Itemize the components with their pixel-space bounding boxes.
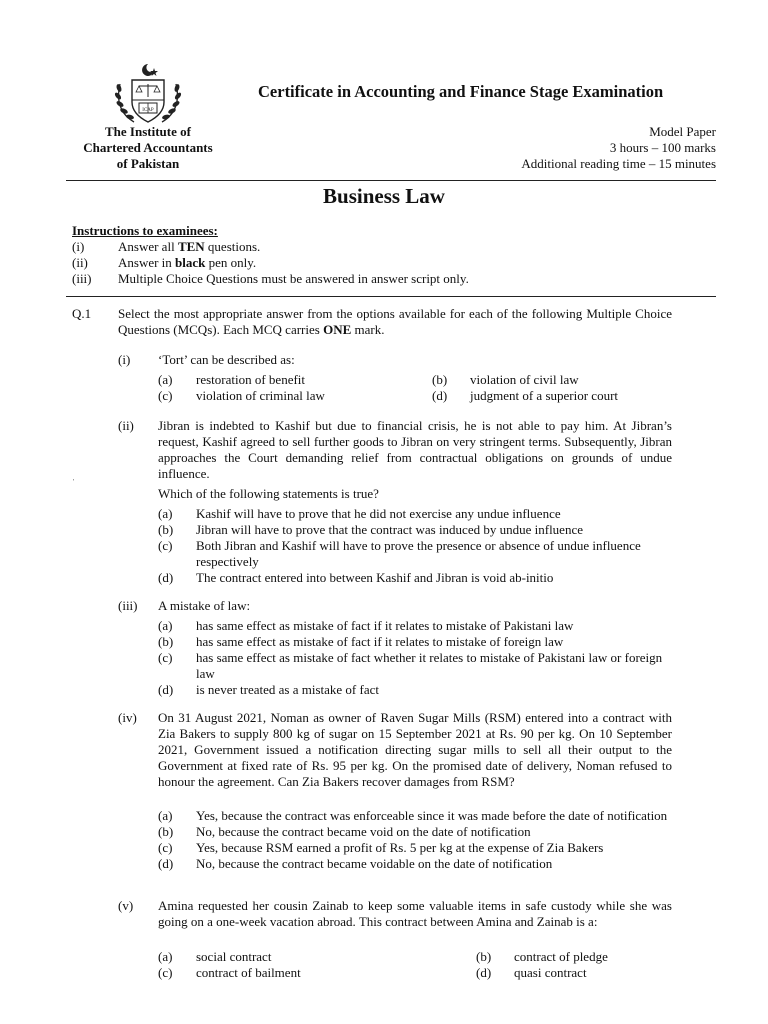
paper-type: Model Paper: [649, 124, 716, 139]
question-text: Select the most appropriate answer from the options available for each of the following Multiple Choice Questions (MCQs). Each MCQ carries ONE mark.: [118, 306, 672, 337]
option-text: quasi contract: [514, 965, 587, 980]
option: [158, 618, 672, 634]
instruction-item: [72, 255, 672, 271]
instruction-text: Multiple Choice Questions must be answered in answer script only.: [118, 271, 469, 286]
option: [158, 522, 672, 538]
paper-title: Business Law: [323, 184, 445, 208]
option-text: is never treated as a mistake of fact: [196, 682, 379, 697]
option-text: Yes, because RSM earned a profit of Rs. 5 per kg at the expense of Zia Bakers: [196, 840, 604, 855]
option-label: (d): [158, 682, 174, 697]
instruction-item: [72, 271, 672, 287]
option: [158, 856, 672, 872]
mcq-number: (ii): [118, 418, 134, 433]
reading-time: Additional reading time – 15 minutes: [521, 156, 716, 171]
option-label: (b): [158, 824, 174, 839]
mcq-number: (iv): [118, 710, 137, 725]
instruction-number: (ii): [72, 255, 88, 270]
options-list: [158, 506, 672, 586]
option-text: contract of pledge: [514, 949, 608, 964]
option-label: (a): [158, 949, 173, 964]
option-text: Kashif will have to prove that he did not exercise any undue influence: [196, 506, 561, 521]
option: [158, 840, 672, 856]
option-label: (c): [158, 965, 173, 980]
option-label: (d): [432, 388, 448, 403]
mcq-text: On 31 August 2021, Noman as owner of Raven Sugar Mills (RSM) entered into a contract with Zia Bakers to supply 800 kg of sugar on 15 September 2021 at Rs. 90 per kg. On 10 September 2021, Government issued a notification directing sugar mills to sell all their output to the Government at fixed rate of Rs. 95 per kg. On the promised date of delivery, Noman refused to honour the agreement. Can Zia Bakers recover damages from RSM?: [158, 710, 672, 789]
mcq-text: A mistake of law:: [158, 598, 251, 613]
option-label: (d): [158, 856, 174, 871]
paper-duration: 3 hours – 100 marks: [609, 140, 716, 155]
option-label: (d): [476, 965, 492, 980]
mcq-text: Jibran is indebted to Kashif but due to financial crisis, he is not able to pay him. At Jibran’s request, Kashif agreed to sell further goods to Jibran on very stringent terms. Subsequently, Jibran approaches the Court demanding relief from contractual obligations on grounds of undue influence.: [158, 418, 672, 481]
options-list: [158, 618, 672, 698]
option: [158, 808, 672, 824]
option-label: (c): [158, 840, 173, 855]
option-text: has same effect as mistake of fact whether it relates to mistake of Pakistani law or foreign law: [196, 650, 663, 681]
option-text: contract of bailment: [196, 965, 301, 980]
mcq-number: (v): [118, 898, 134, 913]
option-label: (a): [158, 618, 173, 633]
instruction-item: [72, 239, 672, 255]
option-label: (b): [158, 634, 174, 649]
paper-meta: [521, 124, 716, 172]
mcq-number: (iii): [118, 598, 138, 613]
instruction-number: (iii): [72, 271, 92, 286]
mcq-text: Amina requested her cousin Zainab to keep some valuable items in safe custody while she was going on a one-week vacation abroad. This contract between Amina and Zainab is a:: [158, 898, 672, 929]
option-label: (a): [158, 372, 173, 387]
option: [158, 570, 672, 586]
option-label: (b): [432, 372, 448, 387]
option-label: (d): [158, 570, 174, 585]
divider: [66, 296, 716, 297]
option: [158, 682, 672, 698]
option-text: No, because the contract became void on the date of notification: [196, 824, 531, 839]
instructions: [72, 223, 672, 287]
stray-mark: ': [73, 478, 75, 486]
divider: [66, 180, 716, 181]
option-label: (b): [476, 949, 492, 964]
option: [158, 538, 672, 570]
option-label: (c): [158, 650, 173, 665]
option-text: judgment of a superior court: [470, 388, 619, 403]
option-text: No, because the contract became voidable on the date of notification: [196, 856, 553, 871]
mcq-question: Which of the following statements is true?: [158, 486, 379, 501]
option-label: (b): [158, 522, 174, 537]
option: [158, 506, 672, 522]
option-text: has same effect as mistake of fact if it relates to mistake of Pakistani law: [196, 618, 574, 633]
option-text: The contract entered into between Kashif and Jibran is void ab-initio: [196, 570, 554, 585]
instruction-number: (i): [72, 239, 85, 254]
mcq-number: (i): [118, 352, 131, 367]
option: [158, 650, 672, 682]
option-label: (c): [158, 388, 173, 403]
option-text: violation of civil law: [470, 372, 579, 387]
instruction-text: Answer in black pen only.: [118, 255, 257, 270]
institute-line: Chartered Accountants: [83, 140, 213, 155]
option: [158, 634, 672, 650]
institute-line: The Institute of: [105, 124, 191, 139]
option-text: restoration of benefit: [196, 372, 306, 387]
question-number: Q.1: [72, 306, 92, 321]
institute-name: [66, 124, 230, 172]
option-label: (a): [158, 506, 173, 521]
option-label: (a): [158, 808, 173, 823]
option-text: social contract: [196, 949, 272, 964]
option-text: has same effect as mistake of fact if it relates to mistake of foreign law: [196, 634, 564, 649]
instruction-text: Answer all TEN questions.: [118, 239, 261, 254]
option: [158, 824, 672, 840]
option-label: (c): [158, 538, 173, 553]
option-text: Yes, because the contract was enforceable since it was made before the date of notification: [196, 808, 668, 823]
certificate-title: Certificate in Accounting and Finance Stage Examination: [258, 82, 664, 101]
institute-line: of Pakistan: [116, 156, 180, 171]
logo-letters: ICAP: [142, 108, 154, 113]
mcq-text: ‘Tort’ can be described as:: [158, 352, 295, 367]
option-text: Both Jibran and Kashif will have to prove the presence or absence of undue influence respectively: [196, 538, 641, 569]
options-list: [158, 808, 672, 872]
option-text: Jibran will have to prove that the contract was induced by undue influence: [196, 522, 583, 537]
institute-logo: [112, 62, 184, 128]
instructions-heading: Instructions to examinees:: [72, 223, 218, 238]
option-text: violation of criminal law: [196, 388, 325, 403]
